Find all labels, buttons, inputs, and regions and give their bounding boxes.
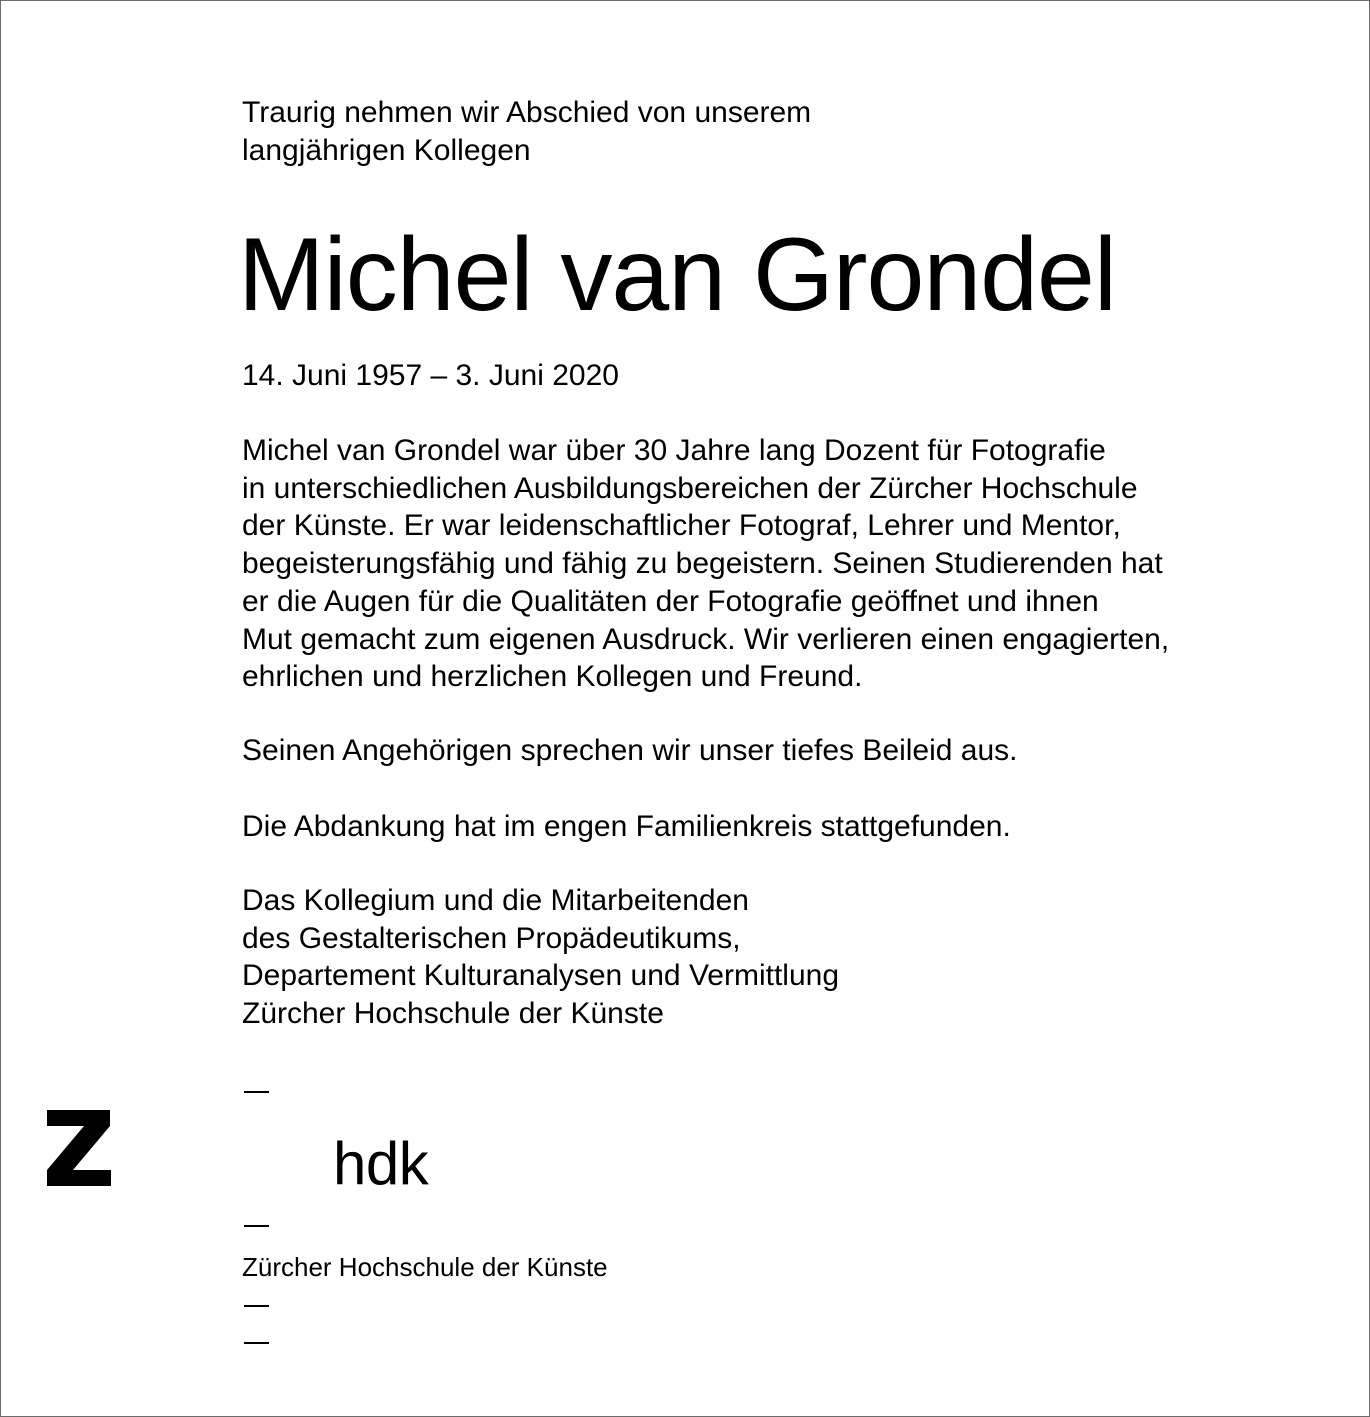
dash-divider: [244, 1091, 269, 1093]
signature-line: Departement Kulturanalysen und Vermittlung: [242, 959, 840, 992]
dash-divider: [244, 1342, 269, 1344]
deceased-name: Michel van Grondel: [238, 217, 1116, 333]
condolence-text: Seinen Angehörigen sprechen wir unser tiefes Beileid aus.: [242, 734, 1018, 767]
intro-line: langjährigen Kollegen: [242, 134, 531, 167]
tribute-line: der Künste. Er war leidenschaftlicher Fotograf, Lehrer und Mentor,: [242, 509, 1121, 543]
tribute-line: er die Augen für die Qualitäten der Fotografie geöffnet und ihnen: [242, 584, 1099, 618]
signature-line: des Gestalterischen Propädeutikums,: [242, 921, 741, 955]
footer-institution: Zürcher Hochschule der Künste: [242, 1252, 608, 1282]
dash-divider: [244, 1305, 269, 1307]
zhdk-z-logo-icon: [47, 1110, 111, 1186]
tribute-line: Michel van Grondel war über 30 Jahre lang Dozent für Fotografie: [242, 434, 1106, 467]
signature-line: Zürcher Hochschule der Künste: [242, 996, 664, 1030]
tribute-line: begeisterungsfähig und fähig zu begeistern. Seinen Studierenden hat: [242, 547, 1163, 581]
tribute-line: in unterschiedlichen Ausbildungsbereichen der Zürcher Hochschule: [242, 471, 1138, 505]
tribute-text: [242, 432, 1332, 696]
intro-line: Traurig nehmen wir Abschied von unserem: [242, 96, 812, 129]
signature-line: Das Kollegium und die Mitarbeitenden: [242, 884, 749, 917]
tribute-line: ehrlichen und herzlichen Kollegen und Freund.: [242, 660, 863, 694]
signature-block: [242, 882, 839, 1032]
life-dates: 14. Juni 1957 – 3. Juni 2020: [242, 359, 619, 392]
tribute-line: Mut gemacht zum eigenen Ausdruck. Wir verlieren einen engagierten,: [242, 622, 1170, 656]
dash-divider: [244, 1225, 269, 1227]
ceremony-text: Die Abdankung hat im engen Familienkreis stattgefunden.: [242, 810, 1011, 843]
intro-text: [242, 94, 1322, 170]
logo-wordmark: hdk: [333, 1130, 429, 1197]
